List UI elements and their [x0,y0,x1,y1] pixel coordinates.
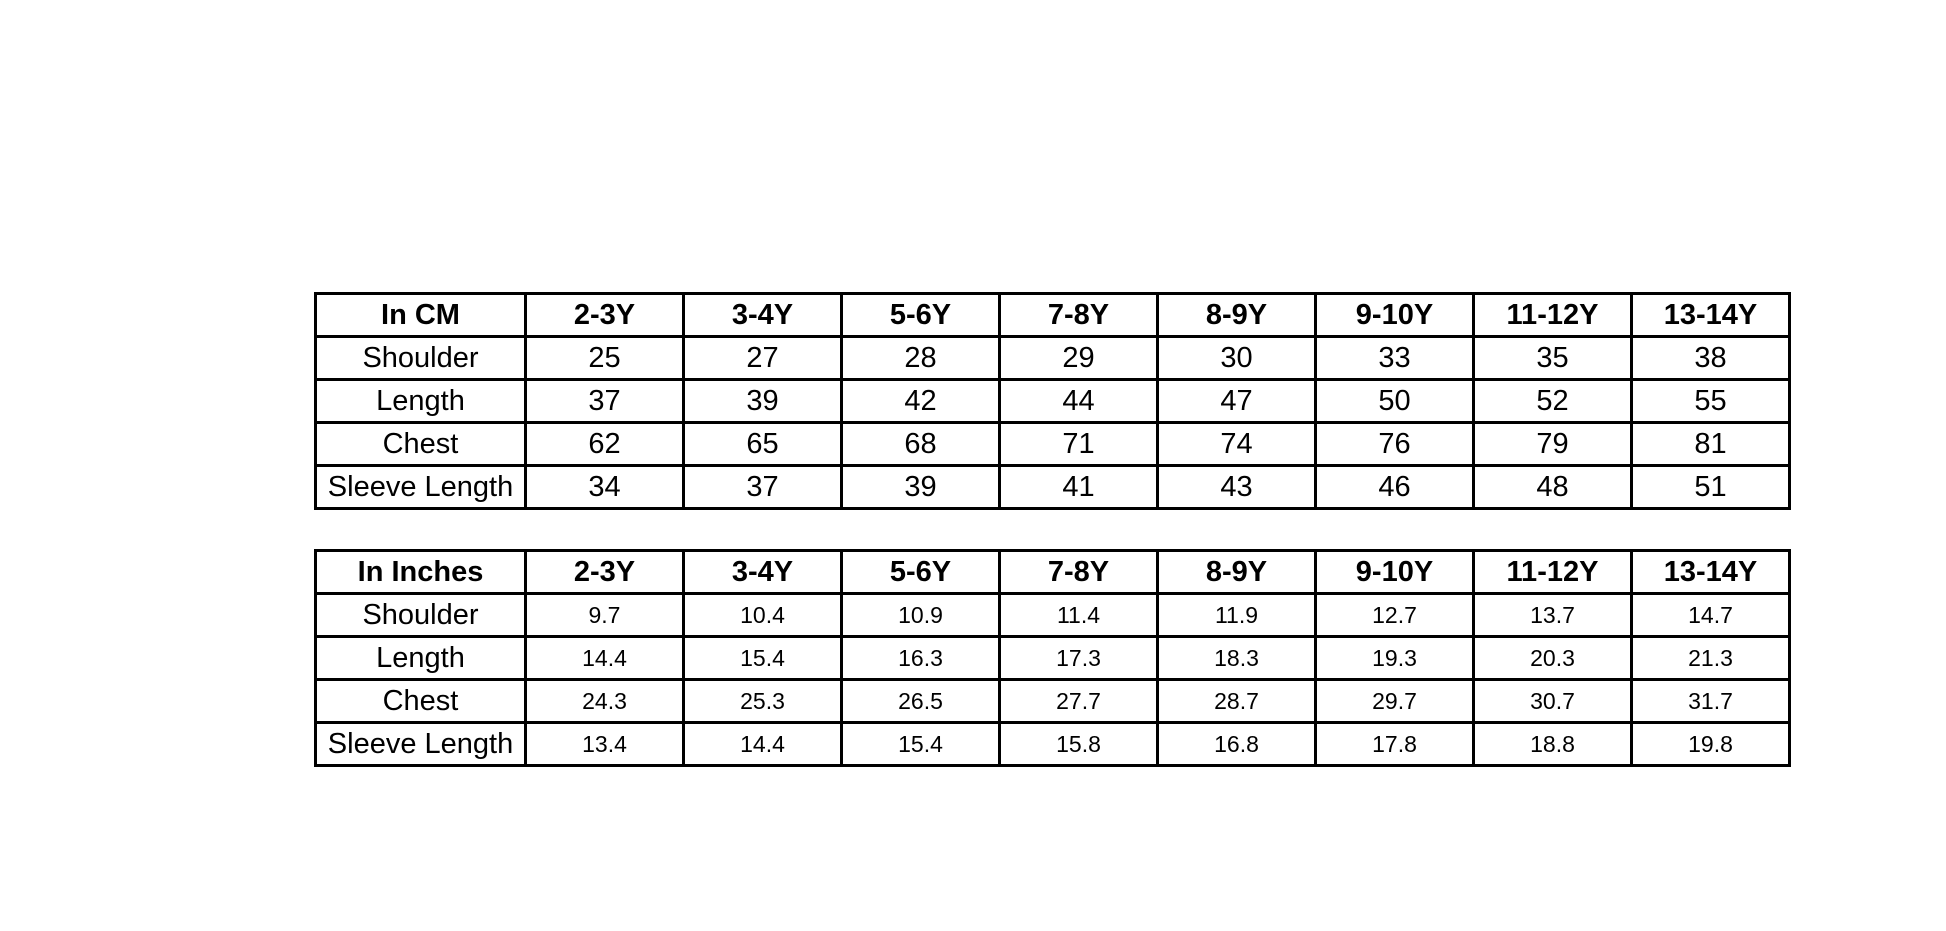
age-header-cell: 9-10Y [1316,551,1474,594]
age-header-cell: 8-9Y [1158,551,1316,594]
row-label-cell: Length [316,637,526,680]
value-cell: 19.3 [1316,637,1474,680]
value-cell: 65 [684,423,842,466]
value-cell: 52 [1474,380,1632,423]
age-header-cell: 8-9Y [1158,294,1316,337]
age-header-cell: 3-4Y [684,551,842,594]
value-cell: 79 [1474,423,1632,466]
table-row [316,594,1790,637]
value-cell: 50 [1316,380,1474,423]
value-cell: 71 [1000,423,1158,466]
unit-header-cell: In Inches [316,551,526,594]
value-cell: 55 [1632,380,1790,423]
value-cell: 48 [1474,466,1632,509]
value-cell: 24.3 [526,680,684,723]
age-header-cell: 7-8Y [1000,551,1158,594]
value-cell: 38 [1632,337,1790,380]
row-label-cell: Sleeve Length [316,466,526,509]
value-cell: 14.4 [526,637,684,680]
value-cell: 18.3 [1158,637,1316,680]
value-cell: 25 [526,337,684,380]
value-cell: 29.7 [1316,680,1474,723]
value-cell: 30.7 [1474,680,1632,723]
value-cell: 46 [1316,466,1474,509]
value-cell: 13.7 [1474,594,1632,637]
value-cell: 47 [1158,380,1316,423]
value-cell: 39 [684,380,842,423]
value-cell: 43 [1158,466,1316,509]
row-label-cell: Shoulder [316,337,526,380]
age-header-cell: 9-10Y [1316,294,1474,337]
table-row [316,423,1790,466]
value-cell: 11.4 [1000,594,1158,637]
value-cell: 20.3 [1474,637,1632,680]
age-header-cell: 11-12Y [1474,294,1632,337]
age-header-cell: 5-6Y [842,294,1000,337]
size-table-inches [314,549,1791,767]
row-label-cell: Shoulder [316,594,526,637]
table-row [316,337,1790,380]
value-cell: 14.4 [684,723,842,766]
value-cell: 35 [1474,337,1632,380]
table-row [316,637,1790,680]
value-cell: 37 [684,466,842,509]
value-cell: 21.3 [1632,637,1790,680]
value-cell: 51 [1632,466,1790,509]
value-cell: 27.7 [1000,680,1158,723]
value-cell: 31.7 [1632,680,1790,723]
value-cell: 11.9 [1158,594,1316,637]
value-cell: 10.9 [842,594,1000,637]
header-row [316,294,1790,337]
value-cell: 10.4 [684,594,842,637]
value-cell: 14.7 [1632,594,1790,637]
value-cell: 37 [526,380,684,423]
value-cell: 16.3 [842,637,1000,680]
age-header-cell: 3-4Y [684,294,842,337]
value-cell: 81 [1632,423,1790,466]
value-cell: 28.7 [1158,680,1316,723]
table-row [316,466,1790,509]
table-row [316,680,1790,723]
age-header-cell: 2-3Y [526,294,684,337]
row-label-cell: Sleeve Length [316,723,526,766]
value-cell: 15.4 [842,723,1000,766]
value-cell: 62 [526,423,684,466]
table-row [316,380,1790,423]
value-cell: 29 [1000,337,1158,380]
value-cell: 30 [1158,337,1316,380]
age-header-cell: 13-14Y [1632,551,1790,594]
value-cell: 41 [1000,466,1158,509]
value-cell: 25.3 [684,680,842,723]
value-cell: 18.8 [1474,723,1632,766]
value-cell: 26.5 [842,680,1000,723]
row-label-cell: Chest [316,680,526,723]
value-cell: 16.8 [1158,723,1316,766]
value-cell: 15.8 [1000,723,1158,766]
value-cell: 28 [842,337,1000,380]
value-cell: 27 [684,337,842,380]
age-header-cell: 7-8Y [1000,294,1158,337]
value-cell: 68 [842,423,1000,466]
table-row [316,723,1790,766]
value-cell: 17.8 [1316,723,1474,766]
size-table-cm [314,292,1791,510]
value-cell: 17.3 [1000,637,1158,680]
row-label-cell: Chest [316,423,526,466]
row-label-cell: Length [316,380,526,423]
value-cell: 33 [1316,337,1474,380]
value-cell: 39 [842,466,1000,509]
value-cell: 44 [1000,380,1158,423]
age-header-cell: 11-12Y [1474,551,1632,594]
value-cell: 9.7 [526,594,684,637]
value-cell: 74 [1158,423,1316,466]
value-cell: 15.4 [684,637,842,680]
unit-header-cell: In CM [316,294,526,337]
age-header-cell: 5-6Y [842,551,1000,594]
age-header-cell: 2-3Y [526,551,684,594]
value-cell: 19.8 [1632,723,1790,766]
header-row [316,551,1790,594]
value-cell: 12.7 [1316,594,1474,637]
age-header-cell: 13-14Y [1632,294,1790,337]
value-cell: 76 [1316,423,1474,466]
value-cell: 13.4 [526,723,684,766]
value-cell: 42 [842,380,1000,423]
value-cell: 34 [526,466,684,509]
